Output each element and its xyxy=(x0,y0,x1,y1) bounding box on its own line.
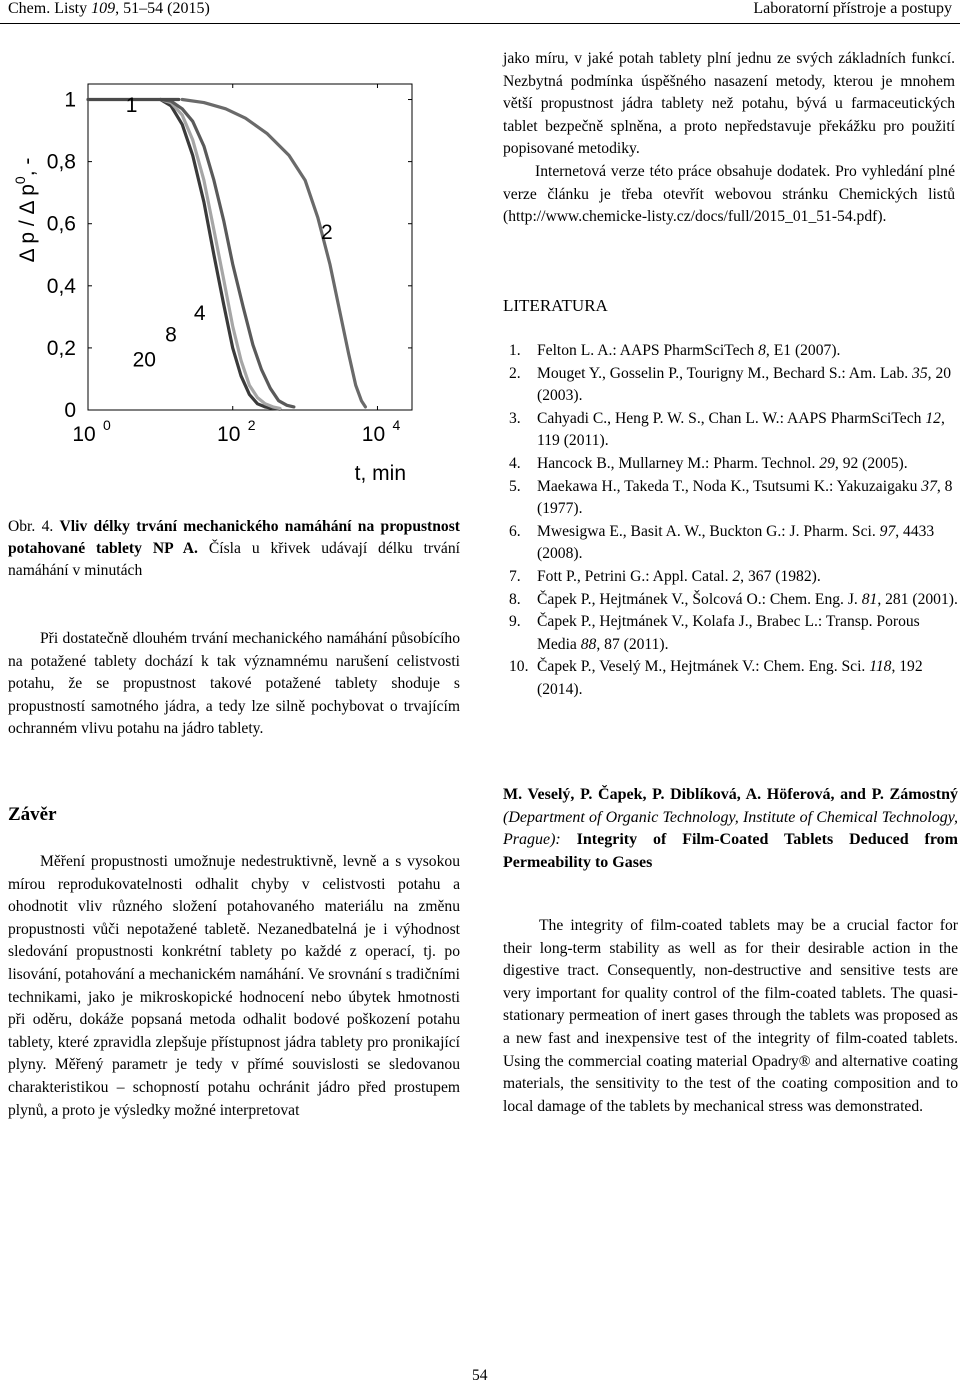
x-axis-label: t, min xyxy=(354,462,406,485)
curve-label-4: 4 xyxy=(193,301,206,325)
curve-label-20: 20 xyxy=(132,348,156,372)
abstract-title: Integrity of Film-Coated Tablets Deduced from Permeability to Gases xyxy=(503,831,958,871)
journal-citation: Chem. Listy 109, 51–54 (2015) xyxy=(8,0,210,17)
caption-label: Obr. 4. xyxy=(8,518,54,535)
series-line-8 xyxy=(160,100,280,409)
reference-item: 4. Hancock B., Mullarney M.: Pharm. Technol. 29, 92 (2005). xyxy=(509,454,908,472)
figure-caption xyxy=(8,516,460,582)
paragraph: jako míru, v jaké potah tablety plní jednu ze svých základních funkcí. Nezbytná podmínka úspěšného nasazení metody, kterou je mnohem větší propustnost jádra tablety než potahu, bývá u farmaceutických tablet bezpečně splněna, a proto nepředstavuje překážku pro použití popisované metodiky. xyxy=(503,50,955,158)
reference-item: 9. Čapek P., Hejtmánek V., Kolafa J., Brabec L.: Transp. Porous Media 88, 87 (2011). xyxy=(509,613,920,653)
abstract-affiliation: (Department of Organic Technology, Institute of Chemical Technology, Prague): xyxy=(503,808,958,849)
paragraph: Internetová verze této práce obsahuje dodatek. Pro vyhledání plné verze článku je třeba otevřít webovou stránku Chemických listů (http://www.chemicke-listy.cz/docs/full/2015_01_51-54.pdf). xyxy=(503,162,955,226)
y-tick-label: 0,6 xyxy=(46,212,76,236)
page-number: 54 xyxy=(472,1367,488,1384)
curve-label-2: 2 xyxy=(321,221,333,245)
caption-text: Čísla u křivek udávají délku trvání namáhání v minutách xyxy=(8,540,460,579)
series-line-2 xyxy=(182,100,365,407)
reference-item: 5. Maekawa H., Takeda T., Noda K., Tsutsumi K.: Yakuzaigaku 37, 8 (1977). xyxy=(509,477,953,518)
permeability-chart xyxy=(0,60,470,500)
left-paragraph-1 xyxy=(8,628,460,741)
abstract-text: The integrity of film-coated tablets may be a crucial factor for their long-term stability as well as for their desirable action in the digestive tract. Consequently, non-destructive and sensitive tests are very important for quality control of the film-coated tablets. The quasi- stationary permeation of inert gases through the tablets was proposed as a new fast and inexpensive test of the integrity of film-coated tablets. Using the commercial coating material Opadry® and alternative coating materials, the sensitivity to the test of the coating composition and to local damage of the tablets by mechanical stress was demonstrated. xyxy=(503,917,958,1115)
running-header xyxy=(0,0,960,22)
reference-item: 3. Cahyadi C., Heng P. W. S., Chan L. W.: AAPS PharmSciTech 12, 119 (2011). xyxy=(509,409,945,450)
reference-item: 2. Mouget Y., Gosselin P., Tourigny M., Bechard S.: Am. Lab. 35, 20 (2003). xyxy=(509,364,952,405)
abstract-authors: M. Veselý, P. Čapek, P. Diblíková, A. Höferová, and P. Zámostný xyxy=(503,786,958,803)
y-tick-label: 0,8 xyxy=(46,150,76,174)
curve-label-8: 8 xyxy=(165,323,177,347)
paragraph: Při dostatečně dlouhém trvání mechanického namáhání působícího na potažené tablety dochází k tak významnému narušení celistvosti potahu, že se propustnost takové potažené tablety shoduje s propustností samotného jádra, a tedy lze silně pochybovat o trvajícím ochranném vlivu potahu na jádro tablety. xyxy=(8,630,460,738)
y-tick-label: 1 xyxy=(64,88,76,112)
curve-label-1: 1 xyxy=(125,93,138,117)
reference-item: 6. Mwesigwa E., Basit A. W., Buckton G.: J. Pharm. Sci. 97, 4433 (2008). xyxy=(509,522,935,563)
y-axis-label: Δ p / Δ $p^0$, - xyxy=(12,157,39,263)
x-tick-label: 10 xyxy=(217,423,241,446)
reference-item: 8. Čapek P., Hejtmánek V., Šolcová O.: Chem. Eng. J. 81, 281 (2001). xyxy=(509,590,958,608)
literature-heading: LITERATURA xyxy=(503,296,608,315)
conclusion-heading: Závěr xyxy=(8,804,57,825)
x-tick-exponent: 2 xyxy=(247,417,256,433)
reference-item: 1. Felton L. A.: AAPS PharmSciTech 8, E1 (2007). xyxy=(509,342,841,359)
section-title: Laboratorní přístroje a postupy xyxy=(753,0,952,17)
y-tick-label: 0,2 xyxy=(46,336,76,360)
abstract-header xyxy=(503,784,958,874)
header-rule xyxy=(0,23,960,24)
paragraph: Měření propustnosti umožnuje nedestruktivně, levně a s vysokou mírou reprodukovatelnosti odhalit chyby v celistvosti potahu a ohodnotit vliv různého složení potahovaného materiálu na změnu propustnosti vůči nepotažené tabletě. Nezanedbatelná je i výhodnost sledování propustnosti konkrétní tablety po každé z operací, tj. po lisování, potahování a mechanickém namáhání. Ve srovnání s tradičními technikami, jako je mikroskopické hodnocení nebo úbytek hmotnosti při oděru, dokáže popsaná metoda odhalit bodové poškození potahu tablety, které zpravidla zlepšuje přístupnost jádra tablety pro pronikající plyny. Měřený parametr je tedy v přímé souvislosti se sledovanou charakteristikou – schopností potahu ochránit jádro před prostupem plynů, a proto je výsledky možné interpretovat xyxy=(8,853,460,1119)
left-paragraph-2 xyxy=(8,851,460,1122)
right-column-text xyxy=(503,48,955,229)
reference-list xyxy=(503,340,958,702)
x-tick-exponent: 0 xyxy=(103,417,111,433)
x-tick-label: 10 xyxy=(361,423,386,446)
series-line-4 xyxy=(160,100,294,407)
reference-item: 7. Fott P., Petrini G.: Appl. Catal. 2, 367 (1982). xyxy=(509,567,821,585)
y-tick-label: 0 xyxy=(64,399,76,422)
x-tick-label: 10 xyxy=(72,423,96,446)
caption-title: Vliv délky trvání mechanického namáhání na propustnost potahované tablety NP A. xyxy=(8,518,460,557)
journal-volume: 109 xyxy=(91,0,116,17)
x-tick-exponent: 4 xyxy=(392,417,401,433)
reference-item: 10. Čapek P., Veselý M., Hejtmánek V.: Chem. Eng. Sci. 118, 192 (2014). xyxy=(509,658,923,698)
y-tick-label: 0,4 xyxy=(46,274,76,298)
